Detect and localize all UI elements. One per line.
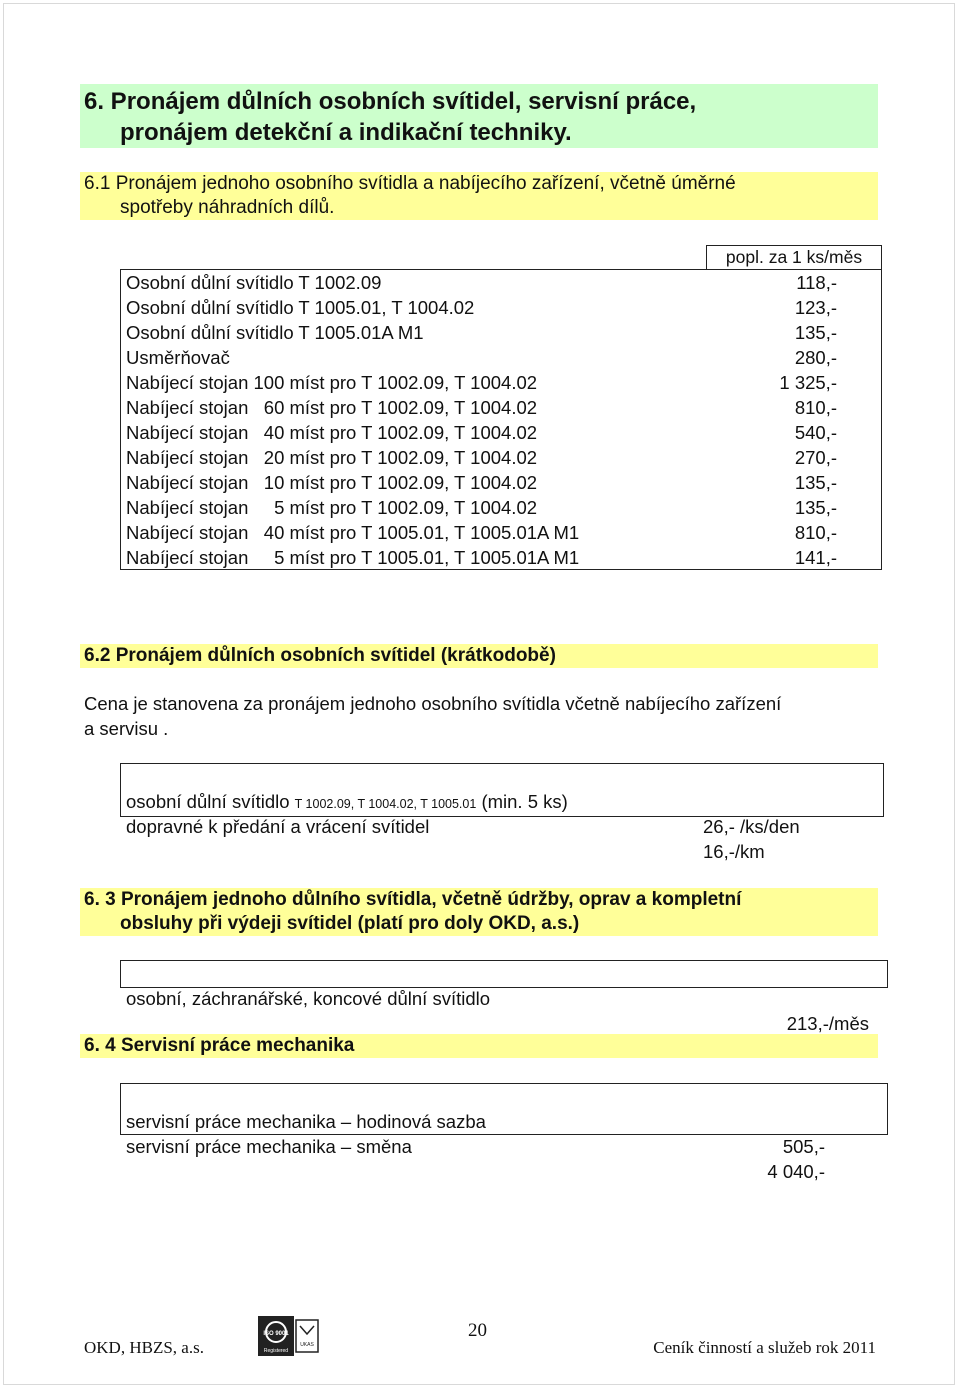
- logo-registered-text: Registered: [263, 1348, 289, 1354]
- row-label-part-a: osobní důlní svítidlo: [126, 791, 295, 812]
- section-6-3-price-table: [120, 960, 888, 1034]
- row-label: servisní práce mechanika – hodinová sazba: [126, 1111, 486, 1132]
- section-6-1-title-line1: 6.1 Pronájem jednoho osobního svítidla a nabíjecího zařízení, včetně úměrné: [84, 173, 736, 194]
- table-row: [121, 495, 881, 520]
- row-label: osobní, záchranářské, koncové důlní svítidlo: [126, 988, 491, 1009]
- row-label: Nabíjecí stojan 20 míst pro T 1002.09, T 1004.02: [126, 447, 538, 468]
- section-6-1-title-line2: spotřeby náhradních dílů.: [120, 197, 335, 218]
- row-label: Nabíjecí stojan 60 míst pro T 1002.09, T 1004.02: [126, 397, 538, 418]
- logo-iso-text: ISO 9001: [263, 1331, 289, 1337]
- table-row: [121, 420, 881, 445]
- section-6-title-line2: pronájem detekční a indikační techniky.: [120, 119, 572, 146]
- section-6-3-title-line2: obsluhy při výdeji svítidel (platí pro doly OKD, a.s.): [120, 913, 580, 934]
- table-row: [121, 961, 887, 1034]
- certification-logo: [258, 1316, 320, 1358]
- table-row: [121, 370, 881, 395]
- table-row: [121, 545, 881, 570]
- row-price: 26,- /ks/den: [703, 816, 800, 837]
- row-label: Nabíjecí stojan 5 míst pro T 1005.01, T 1005.01A M1: [126, 547, 580, 568]
- section-6-2-paragraph-line2: a servisu .: [84, 718, 169, 739]
- row-label-part-b: (min. 5 ks): [476, 791, 568, 812]
- row-label: Nabíjecí stojan 10 míst pro T 1002.09, T 1004.02: [126, 472, 538, 493]
- row-price: 540,-: [794, 422, 837, 443]
- table-row: [121, 445, 881, 470]
- table-row: [121, 395, 881, 420]
- table-row: [121, 470, 881, 495]
- section-6-2-price-table: [120, 763, 884, 862]
- row-label: Nabíjecí stojan 5 míst pro T 1002.09, T 1004.02: [126, 497, 538, 518]
- row-label: Nabíjecí stojan 40 míst pro T 1005.01, T 1005.01A M1: [126, 522, 580, 543]
- logo-ukas-text: UKAS: [300, 1342, 314, 1348]
- table-row: [121, 295, 881, 320]
- section-6-3-title-line1: 6. 3 Pronájem jednoho důlního svítidla, včetně údržby, oprav a kompletní: [84, 889, 742, 910]
- row-price: 810,-: [794, 397, 837, 418]
- row-price: 135,-: [794, 497, 837, 518]
- row-price: 141,-: [794, 547, 837, 568]
- row-label: servisní práce mechanika – směna: [126, 1136, 412, 1157]
- row-label: Osobní důlní svítidlo T 1005.01, T 1004.02: [126, 297, 475, 318]
- row-price: 280,-: [794, 347, 837, 368]
- row-price: 810,-: [794, 522, 837, 543]
- row-price: 16,-/km: [703, 841, 765, 862]
- column-header-label: popl. za 1 ks/měs: [725, 247, 863, 267]
- row-price: 213,-/měs: [786, 1013, 869, 1034]
- row-label: Nabíjecí stojan 100 míst pro T 1002.09, T 1004.02: [126, 372, 538, 393]
- section-6-2-title: 6.2 Pronájem důlních osobních svítidel (krátkodobě): [84, 645, 556, 666]
- row-label: dopravné k předání a vrácení svítidel: [126, 816, 430, 837]
- section-6-4-title: 6. 4 Servisní práce mechanika: [84, 1035, 355, 1056]
- row-price: 1 325,-: [779, 372, 837, 393]
- row-price: 123,-: [794, 297, 837, 318]
- section-6-1-column-header: [706, 245, 882, 269]
- row-price: 270,-: [794, 447, 837, 468]
- page-number: 20: [468, 1320, 487, 1341]
- table-row: [121, 345, 881, 370]
- section-6-1-price-table: [120, 269, 882, 570]
- section-6-4-price-table: [120, 1083, 888, 1182]
- row-label: Usměrňovač: [126, 347, 230, 368]
- row-label: Osobní důlní svítidlo T 1005.01A M1: [126, 322, 424, 343]
- row-price: 505,-: [782, 1136, 825, 1157]
- table-row: [121, 520, 881, 545]
- row-price: 118,-: [796, 272, 837, 293]
- section-6-title-line1: 6. Pronájem důlních osobních svítidel, servisní práce,: [84, 88, 697, 115]
- row-label: Osobní důlní svítidlo T 1002.09: [126, 272, 382, 293]
- row-price: 4 040,-: [767, 1161, 825, 1182]
- row-price: 135,-: [794, 322, 837, 343]
- row-label: Nabíjecí stojan 40 míst pro T 1002.09, T 1004.02: [126, 422, 538, 443]
- table-row: [121, 270, 881, 295]
- footer-company: OKD, HBZS, a.s.: [84, 1338, 204, 1357]
- footer-title: Ceník činností a služeb rok 2011: [653, 1338, 876, 1357]
- table-row: [121, 320, 881, 345]
- row-price: 135,-: [794, 472, 837, 493]
- row-label-lamp-types: T 1002.09, T 1004.02, T 1005.01: [294, 797, 477, 811]
- section-6-2-paragraph-line1: Cena je stanovena za pronájem jednoho osobního svítidla včetně nabíjecího zařízení: [84, 693, 782, 714]
